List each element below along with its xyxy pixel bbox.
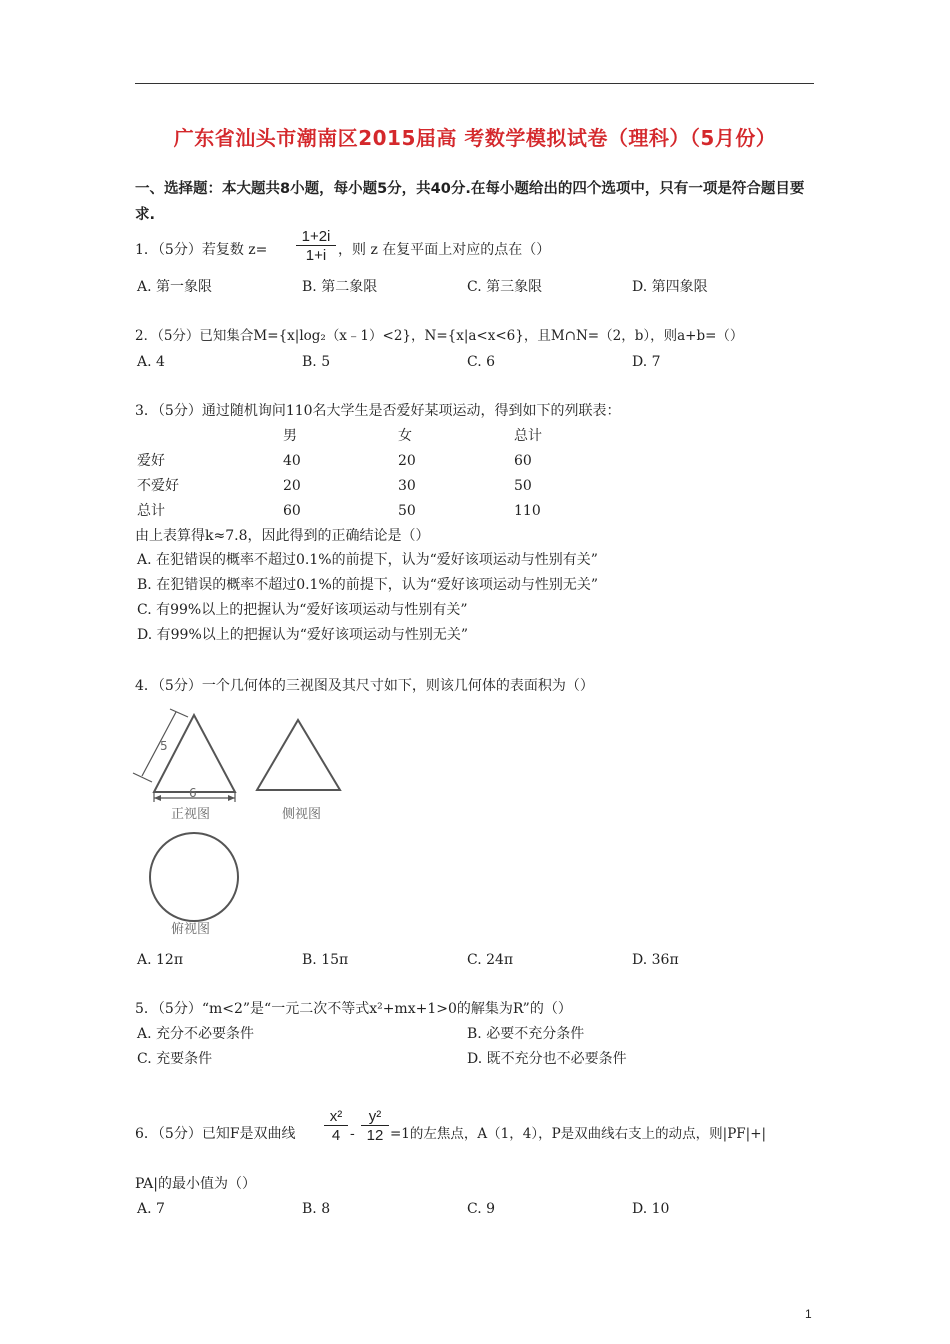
q4-three-view-figure — [130, 705, 360, 945]
q4-stem: 4．（5分）一个几何体的三视图及其尺寸如下，则该几何体的表面积为（） — [135, 678, 594, 694]
q4-option-a: A. 12π — [137, 952, 184, 968]
page-number: 1 — [805, 1307, 812, 1321]
q6-stem-pre: 6．（5分）已知F是双曲线 — [135, 1126, 296, 1142]
front-view-label: 正视图 — [171, 807, 211, 822]
q1-option-b: B. 第二象限 — [302, 279, 378, 295]
q6-stem-post: =1的左焦点，A（1，4），P是双曲线右支上的动点，则|PF|+| — [390, 1126, 767, 1142]
q2-option-c: C. 6 — [467, 354, 496, 370]
q2-option-b: B. 5 — [302, 354, 331, 370]
q6-fraction-y-numerator: y² — [368, 1108, 382, 1125]
q2-stem: 2．（5分）已知集合M={x|log₂（x﹣1）<2}，N={x|a<x<6}，且M∩N=（2，b），则a+b=（） — [135, 328, 744, 344]
table-cell: 50 — [514, 478, 532, 494]
q3-option-c: C. 有99%以上的把握认为“爱好该项运动与性别有关” — [137, 602, 468, 618]
q4-option-c: C. 24π — [467, 952, 514, 968]
table-cell: 30 — [398, 478, 416, 494]
q6-fraction-y-denominator: 12 — [366, 1127, 384, 1144]
q1-fraction-denominator: 1+i — [305, 247, 327, 264]
page-title: 广东省汕头市潮南区2015届高 考数学模拟试卷（理科）（5月份） — [173, 126, 777, 150]
q1-stem-post: ，则 z 在复平面上对应的点在（） — [338, 242, 551, 258]
section-heading: 一、选择题：本大题共8小题，每小题5分，共40分.在每小题给出的四个选项中，只有一项是符合题目要求. — [135, 181, 805, 223]
q6-option-b: B. 8 — [302, 1201, 331, 1217]
table-row-label: 不爱好 — [137, 478, 179, 494]
table-row-label: 爱好 — [137, 453, 165, 469]
header-rule — [135, 83, 814, 84]
q3-follow-text: 由上表算得k≈7.8，因此得到的正确结论是（） — [135, 528, 430, 544]
table-cell: 50 — [398, 503, 416, 519]
q6-fraction-x-denominator: 4 — [331, 1127, 341, 1144]
q5-stem: 5．（5分）“m<2”是“一元二次不等式x²+mx+1>0的解集为R”的（） — [135, 1001, 572, 1017]
front-view-triangle — [133, 709, 235, 822]
q3-option-a: A. 在犯错误的概率不超过0.1%的前提下，认为“爱好该项运动与性别有关” — [137, 552, 598, 568]
q1-fraction-numerator: 1+2i — [301, 228, 331, 245]
q1-fraction — [296, 228, 336, 265]
table-cell: 20 — [398, 453, 416, 469]
q6-option-d: D. 10 — [632, 1201, 670, 1217]
q2-option-a: A. 4 — [137, 354, 165, 370]
dimension-base-label: 6 — [189, 786, 197, 800]
q4-option-d: D. 36π — [632, 952, 679, 968]
table-row-label: 总计 — [137, 503, 165, 519]
top-view-label: 俯视图 — [171, 922, 211, 937]
q6-fraction-x-numerator: x² — [329, 1108, 343, 1125]
q3-option-d: D. 有99%以上的把握认为“爱好该项运动与性别无关” — [137, 627, 469, 643]
table-cell: 60 — [514, 453, 532, 469]
q1-option-a: A. 第一象限 — [137, 279, 213, 295]
q4-option-b: B. 15π — [302, 952, 349, 968]
q3-option-b: B. 在犯错误的概率不超过0.1%的前提下，认为“爱好该项运动与性别无关” — [137, 577, 599, 593]
q2-option-d: D. 7 — [632, 354, 661, 370]
q1-stem-pre: 1．（5分）若复数 z= — [135, 242, 268, 258]
q5-option-c: C. 充要条件 — [137, 1051, 213, 1067]
q1-option-c: C. 第三象限 — [467, 279, 543, 295]
q5-option-d: D. 既不充分也不必要条件 — [467, 1051, 627, 1067]
side-view-triangle — [257, 720, 340, 822]
table-header-male: 男 — [283, 428, 297, 444]
q6-option-a: A. 7 — [137, 1201, 165, 1217]
table-cell: 20 — [283, 478, 301, 494]
table-header-female: 女 — [398, 428, 412, 444]
q6-stem-continued: PA|的最小值为（） — [135, 1176, 256, 1192]
q3-stem: 3．（5分）通过随机询问110名大学生是否爱好某项运动，得到如下的列联表： — [135, 403, 621, 419]
q1-option-d: D. 第四象限 — [632, 279, 708, 295]
q6-fraction-y — [361, 1108, 389, 1145]
top-view-circle — [150, 833, 238, 937]
table-cell: 110 — [514, 503, 541, 519]
q6-fraction-x — [324, 1108, 348, 1145]
q5-option-b: B. 必要不充分条件 — [467, 1026, 585, 1042]
side-view-label: 侧视图 — [282, 807, 322, 822]
table-header-total: 总计 — [514, 428, 542, 444]
table-cell: 40 — [283, 453, 301, 469]
q5-option-a: A. 充分不必要条件 — [137, 1026, 255, 1042]
q6-minus-sign: - — [350, 1126, 355, 1142]
dimension-slant-label: 5 — [160, 739, 168, 753]
table-cell: 60 — [283, 503, 301, 519]
q6-option-c: C. 9 — [467, 1201, 496, 1217]
